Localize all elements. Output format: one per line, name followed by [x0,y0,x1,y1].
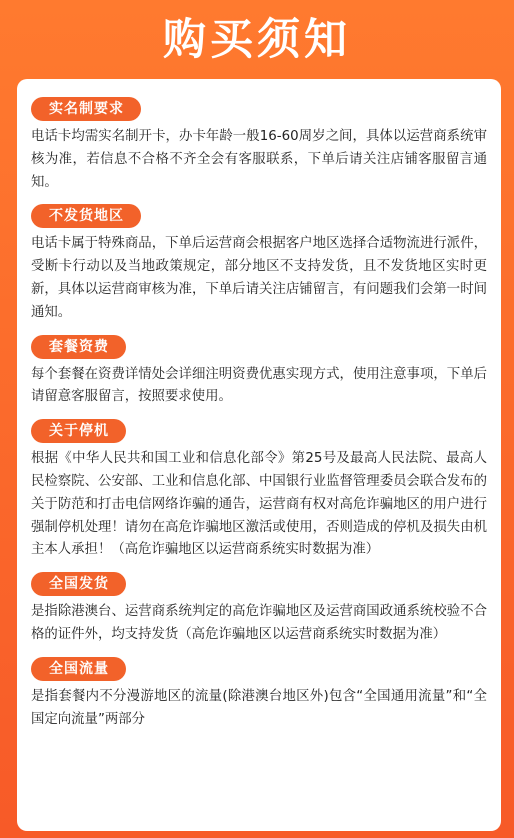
section-text-nationwide-shipping: 是指除港澳台、运营商系统判定的高危诈骗地区及运营商国政通系统校验不合格的证件外，均支持发货（高危诈骗地区以运营商系统实时数据为准） [31,604,487,642]
section-nationwide-data [31,657,501,732]
section-suspension [31,419,501,562]
notice-card [17,79,501,831]
section-heading-real-name: 实名制要求 [31,97,141,121]
section-heading-no-shipping: 不发货地区 [31,204,141,228]
section-text-real-name: 电话卡均需实名制开卡，办卡年龄一般16-60周岁之间，具体以运营商系统审核为准，若信息不合格不齐全会有客服联系，下单后请关注店铺客服留言通知。 [31,129,487,190]
section-nationwide-shipping [31,572,501,647]
section-no-shipping [31,204,501,324]
section-heading-plan-fees: 套餐资费 [31,335,126,359]
section-real-name [31,97,501,194]
section-heading-nationwide-data: 全国流量 [31,657,126,681]
section-text-nationwide-data: 是指套餐内不分漫游地区的流量(除港澳台地区外)包含“全国通用流量”和“全国定向流量”两部分 [31,688,487,727]
page-title: 购买须知 [163,15,351,65]
section-plan-fees [31,335,501,410]
section-heading-suspension: 关于停机 [31,419,126,443]
section-heading-nationwide-shipping: 全国发货 [31,572,126,596]
section-text-suspension: 根据《中华人民共和国工业和信息化部令》第25号及最高人民法院、最高人民检察院、公安部、工业和信息化部、中国银行业监督管理委员会联合发布的关于防范和打击电信网络诈骗的通告，运营商有权对高危诈骗地区的用户进行强制停机处理！请勿在高危诈骗地区激活或使用，否则造成的停机及损失由机主本人承担！（高危诈骗地区以运营商系统实时数据为准） [31,451,487,558]
section-text-no-shipping: 电话卡属于特殊商品，下单后运营商会根据客户地区选择合适物流进行派件，受断卡行动以及当地政策规定，部分地区不支持发货，且不发货地区实时更新，具体以运营商审核为准，下单后请关注店铺留言，有问题我们会第一时间通知。 [31,236,487,320]
section-text-plan-fees: 每个套餐在资费详情处会详细注明资费优惠实现方式，使用注意事项，下单后请留意客服留言，按照要求使用。 [31,366,487,405]
